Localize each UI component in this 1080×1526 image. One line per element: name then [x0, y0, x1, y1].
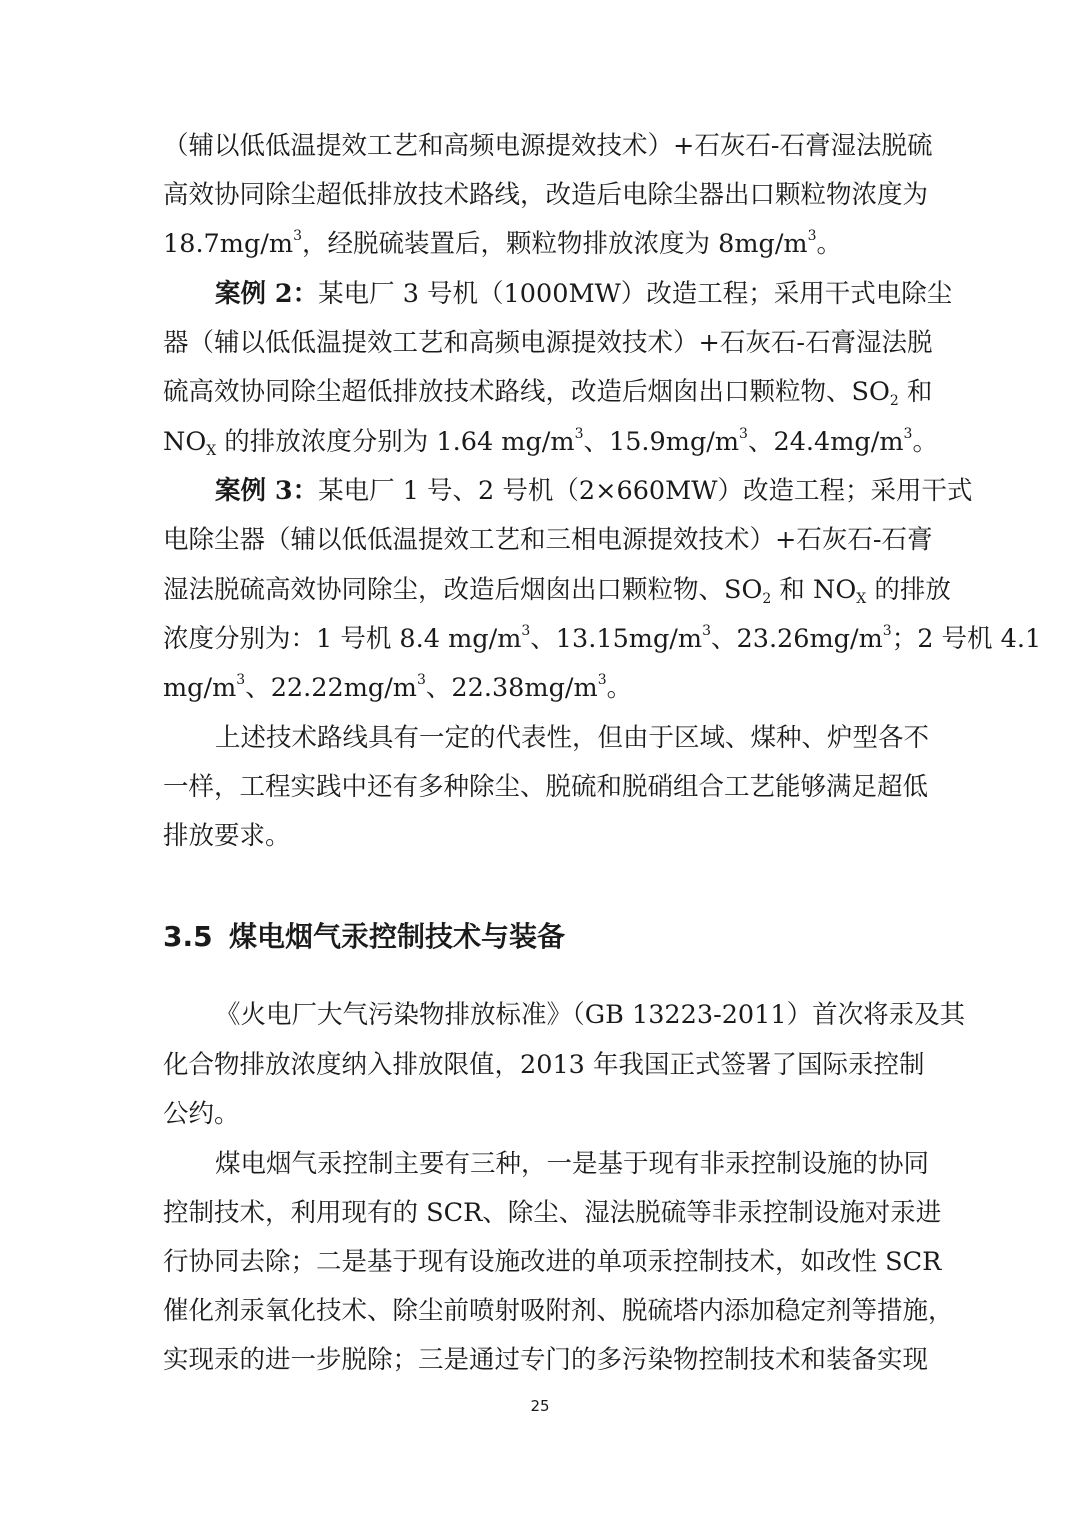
- paragraph-line: [163, 1238, 942, 1287]
- paragraph-line: [163, 1336, 929, 1385]
- text-run: 18.7mg/m: [163, 229, 294, 259]
- subscript: 2: [762, 591, 772, 607]
- paragraph-line: [163, 220, 918, 269]
- paragraph-line: [215, 467, 973, 516]
- text-run: 高效协同除尘超低排放技术路线，改造后电除尘器出口颗粒物浓度为: [163, 180, 929, 210]
- text-run: 的排放浓度分别为 1.64 mg/m: [216, 427, 575, 457]
- text-run: 一样，工程实践中还有多种除尘、脱硫和脱硝组合工艺能够满足超低: [163, 772, 929, 802]
- text-run: 某电厂 3 号机（1000MW）改造工程；采用干式电除尘: [318, 279, 953, 309]
- text-run: 、22.38mg/m: [425, 673, 598, 703]
- text-run: ，经脱硫装置后，颗粒物排放浓度为 8mg/m: [301, 229, 808, 259]
- case-label: 案例 2：: [215, 279, 319, 309]
- text-run: 、15.9mg/m: [583, 427, 740, 457]
- paragraph-line: [163, 763, 929, 812]
- paragraph-line: [215, 1140, 930, 1189]
- superscript: 3: [882, 623, 892, 639]
- superscript: 3: [293, 228, 302, 244]
- text-run: 。: [606, 673, 633, 703]
- paragraph-line: [163, 1287, 954, 1336]
- text-run: （辅以低低温提效工艺和高频电源提效技术）+石灰石-石膏湿法脱硫: [163, 131, 933, 161]
- paragraph-line: [163, 122, 933, 171]
- text-run: 和: [898, 377, 933, 407]
- paragraph-line: [163, 1041, 925, 1090]
- section-number: 3.5: [163, 920, 213, 953]
- text-run: 公约。: [163, 1099, 240, 1129]
- text-run: 某电厂 1 号、2 号机（2×660MW）改造工程；采用干式: [318, 476, 973, 506]
- text-run: 行协同去除；二是基于现有设施改进的单项汞控制技术，如改性 SCR: [163, 1247, 942, 1277]
- superscript: 3: [903, 426, 913, 442]
- section-heading: [163, 912, 565, 962]
- text-run: 、24.4mg/m: [747, 427, 904, 457]
- text-run: 器（辅以低低温提效工艺和高频电源提效技术）+石灰石-石膏湿法脱: [163, 328, 933, 358]
- text-run: 煤电烟气汞控制主要有三种，一是基于现有非汞控制设施的协同: [215, 1149, 930, 1179]
- text-run: 浓度分别为：1 号机 8.4 mg/m: [163, 624, 522, 654]
- page-number: 25: [530, 1397, 550, 1415]
- text-run: 和 NO: [771, 575, 857, 605]
- case-label: 案例 3：: [215, 476, 319, 506]
- text-run: 上述技术路线具有一定的代表性，但由于区域、煤种、炉型各不: [215, 723, 930, 753]
- superscript: 3: [236, 672, 246, 688]
- text-run: ；2 号机 4.1: [891, 624, 1042, 654]
- paragraph-line: [163, 418, 938, 467]
- paragraph-line: [163, 368, 933, 417]
- text-run: 控制技术，利用现有的 SCR、除尘、湿法脱硫等非汞控制设施对汞进: [163, 1198, 942, 1228]
- paragraph-line: [163, 171, 929, 220]
- superscript: 3: [521, 623, 531, 639]
- subscript: X: [856, 591, 867, 607]
- paragraph-line: [215, 270, 953, 319]
- paragraph-line: [163, 1189, 942, 1238]
- subscript: 2: [889, 393, 899, 409]
- paragraph-line: [163, 615, 1042, 664]
- section-title: 煤电烟气汞控制技术与装备: [229, 920, 566, 953]
- text-run: 排放要求。: [163, 821, 291, 851]
- subscript: X: [206, 443, 217, 459]
- paragraph-line: [163, 566, 951, 615]
- paragraph-line: [215, 714, 930, 763]
- paragraph-line: [163, 1090, 918, 1139]
- text-run: 电除尘器（辅以低低温提效工艺和三相电源提效技术）+石灰石-石膏: [163, 525, 933, 555]
- superscript: 3: [416, 672, 426, 688]
- text-run: 。: [912, 427, 938, 457]
- superscript: 3: [574, 426, 584, 442]
- text-run: 。: [816, 229, 843, 259]
- paragraph-line: [215, 991, 966, 1040]
- paragraph-line: [163, 516, 933, 565]
- text-run: 、13.15mg/m: [530, 624, 703, 654]
- superscript: 3: [702, 623, 711, 639]
- text-run: 化合物排放浓度纳入排放限值，2013 年我国正式签署了国际汞控制: [163, 1050, 925, 1080]
- paragraph-line: [163, 319, 933, 368]
- paragraph-line: [163, 664, 918, 713]
- text-run: 的排放: [866, 575, 951, 605]
- text-run: 湿法脱硫高效协同除尘，改造后烟囱出口颗粒物、SO: [163, 575, 763, 605]
- text-run: mg/m: [163, 673, 237, 703]
- text-run: 、22.22mg/m: [245, 673, 417, 703]
- superscript: 3: [739, 426, 748, 442]
- paragraph-line: [163, 812, 918, 861]
- text-run: 《火电厂大气污染物排放标准》（GB 13223-2011）首次将汞及其: [215, 1000, 966, 1030]
- superscript: 3: [807, 228, 817, 244]
- superscript: 3: [597, 672, 607, 688]
- text-run: NO: [163, 427, 207, 457]
- text-run: 、23.26mg/m: [711, 624, 883, 654]
- text-run: 实现汞的进一步脱除；三是通过专门的多污染物控制技术和装备实现: [163, 1345, 929, 1375]
- text-run: 催化剂汞氧化技术、除尘前喷射吸附剂、脱硫塔内添加稳定剂等措施，: [163, 1296, 954, 1326]
- text-run: 硫高效协同除尘超低排放技术路线，改造后烟囱出口颗粒物、SO: [163, 377, 890, 407]
